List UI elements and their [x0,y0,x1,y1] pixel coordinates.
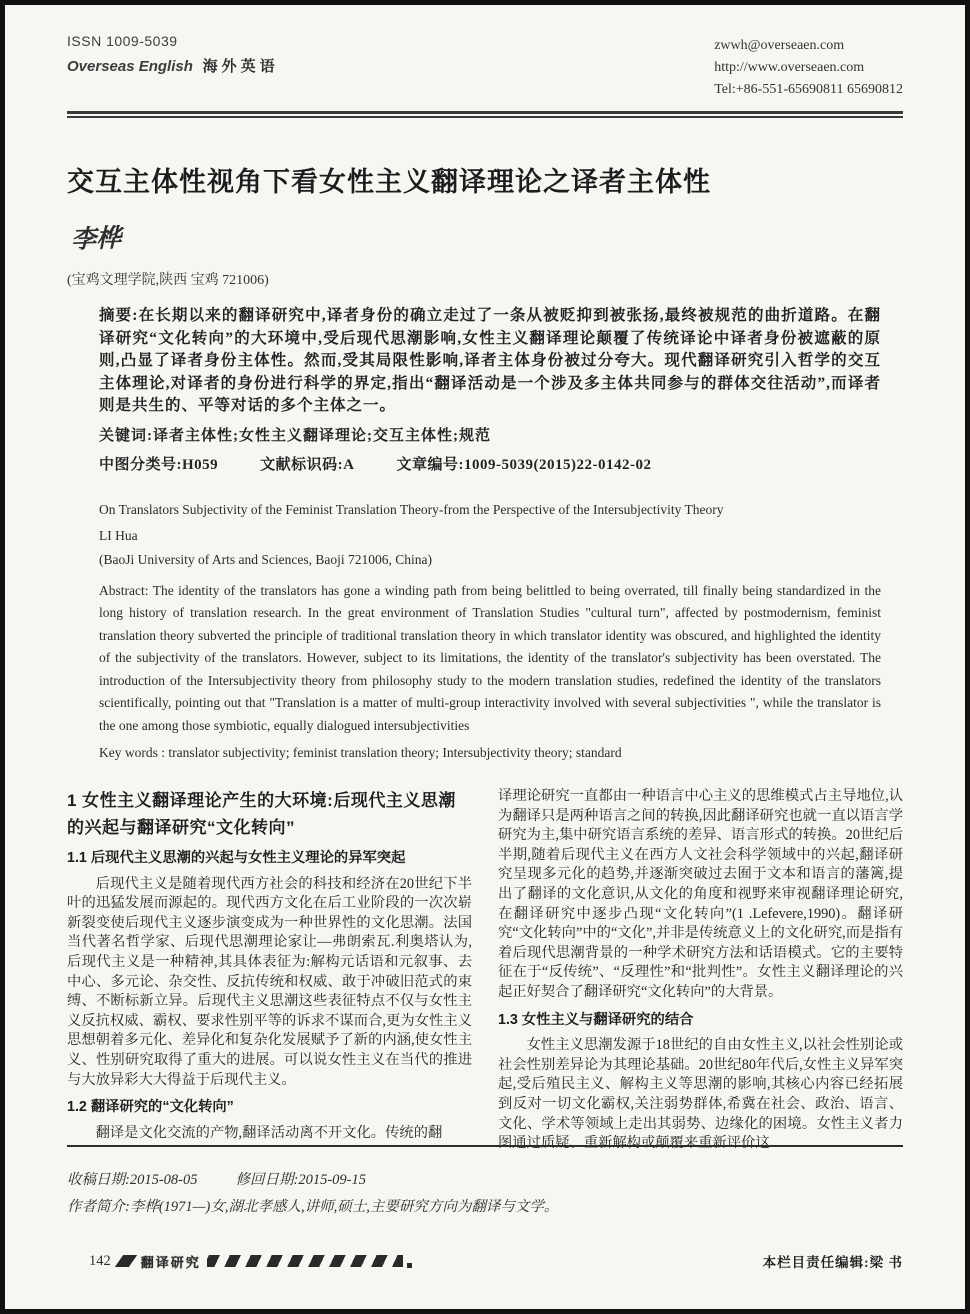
keywords-english: Key words : translator subjectivity; feminist translation theory; Intersubjectivity theory; standard [99,745,622,760]
received-date: 收稿日期:2015-08-05 [67,1172,198,1188]
journal-name-chinese: 海外英语 [202,59,279,75]
affiliation-chinese: (宝鸡文理学院,陕西 宝鸡 721006) [67,273,269,288]
article-title-chinese: 交互主体性视角下看女性主义翻译理论之译者主体性 [67,167,711,197]
document-code: 文献标识码:A [260,456,355,473]
right-column [498,787,903,1154]
column-editor: 本栏目责任编辑:梁 书 [762,1255,903,1270]
affiliation-english: (BaoJi University of Arts and Sciences, Baoji 721006, China) [99,551,432,567]
keywords-chinese: 关键词:译者主体性;女性主义翻译理论;交互主体性;规范 [99,427,491,444]
masthead [67,33,903,101]
bottom-bar [67,1251,903,1271]
footer-divider-rule [67,1145,903,1147]
revised-date: 修回日期:2015-09-15 [235,1172,366,1188]
author-name-english: LI Hua [99,527,138,543]
abstract-english: Abstract: The identity of the translators has gone a winding path from being belittled to being overrated, till finally being standardized in the long history of translation research. In the great environment of Translation Studies "cultural turn", affected by postmodernism, feminist translation theory subverted the principle of traditional translation theory in which translator identity was obscured, and highlighted the identity of the subjectivity of the translators. However, subject to its limitations, the identity of the translator's subjectivity has been overstated. The introduction of the Intersubjectivity theory from philosophy study to the modern translation studies, redefined the identity of the translators scientifically, pointing out that "Translation is a matter of multi-group interactivity involved with several subjectivities ", while the translator is the one among those symbiotic, equally dialogued intersubjectivities [99,582,881,733]
contact-telephone: Tel:+86-551-65690811 65690812 [714,82,903,97]
section-1-3-heading: 1.3 女性主义与翻译研究的结合 [498,1011,694,1028]
dates-line [67,1167,558,1194]
diagonal-stripes-icon [207,1255,403,1267]
author-signature-row [67,199,903,255]
section-1-2-paragraph: 翻译是文化交流的产物,翻译活动离不开文化。传统的翻 [95,1124,443,1141]
article-title-english: On Translators Subjectivity of the Feminist Translation Theory-from the Perspective of the Intersubjectivity Theory [99,501,724,517]
section-1-2-heading: 1.2 翻译研究的“文化转向” [67,1099,234,1116]
contact-website: http://www.overseaen.com [714,60,865,75]
column-banner [119,1254,412,1268]
masthead-divider-rule [67,111,903,118]
issn-number: ISSN 1009-5039 [67,33,178,49]
section-1-1-paragraph: 后现代主义是随着现代西方社会的科技和经济在20世纪下半叶的迅猛发展而源起的。现代西方文化在后工业阶段的一次次崭新裂变使后现代主义逐步演变成为一种世界性的文化思潮。法国当代著名哲学家、后现代思潮理论家让—弗朗索瓦.利奥塔认为,后现代主义是一种精神,其具体表征为:解构元话语和元叙事、去中心、多元论、杂交性、反抗传统和权威、敢于冲破旧范式的束缚、不断标新立异。后现代主义思潮这些表征特点不仅与女性主义反抗权威、霸权、要求性别平等的诉求不谋而合,更为女性主义思想朝着多元化、差异化和复杂化发展赋予了新的内涵,使女性主义、性别研究取得了重大的进展。可以说女性主义在当代的推进与大放异彩大大得益于后现代主义。 [67,875,472,1088]
author-name-chinese: 李桦 [70,225,122,254]
journal-name [67,55,279,76]
page-content [5,5,965,1154]
section-1-2-paragraph-continued: 译理论研究一直都由一种语言中心主义的思维模式占主导地位,认为翻译只是两种语言之间的转换,因此翻译研究也就一直以语言学研究为主,集中研究语言系统的差异、语言形式的转换。20世纪后半期,随着后现代主义在西方人文社会科学领域中的兴起,翻译研究呈现多元化的趋势,并逐渐突破过去囿于文本和语言的藩篱,提出了翻译的文化意识,从文化的角度和视野来审视翻译理论研究,在翻译研究中逐步凸现“文化转向”(1 .Lefevere,1990)。翻译研究“文化转向”中的“文化”,并非是传统意义上的文化研究,而是指有着后现代思潮背景的一种学术研究方法和话语模式。它的主要特征在于“反传统”、“反理性”和“批判性”。女性主义翻译理论的兴起正好契合了翻译研究“文化转向”的大背景。 [498,788,903,1000]
stripe-icon [115,1255,137,1267]
left-column [67,787,472,1154]
footer-notes [67,1167,558,1221]
column-title: 翻译研究 [140,1254,201,1270]
author-bio: 作者简介:李桦(1971—)女,湖北孝感人,讲师,硕士,主要研究方向为翻译与文学。 [67,1199,559,1215]
journal-contact [714,33,903,101]
contact-email: zwwh@overseaen.com [714,38,845,53]
section-1-heading: 1 女性主义翻译理论产生的大环境:后现代主义思潮的兴起与翻译研究“文化转向” [67,791,456,837]
abstract-chinese: 摘要:在长期以来的翻译研究中,译者身份的确立走过了一条从被贬抑到被张扬,最终被规范的曲折道路。在翻译研究“文化转向”的大环境中,受后现代思潮影响,女性主义翻译理论颠覆了传统译论中译者身份被遮蔽的原则,凸显了译者身份主体性。然而,受其局限性影响,译者主体身份被过分夸大。现代翻译研究引入哲学的交互主体理论,对译者的身份进行科学的界定,指出“翻译活动是一个涉及多主体共同参与的群体交往活动”,而译者则是共生的、平等对话的多个主体之一。 [99,307,881,414]
classification-line [99,453,881,474]
stripe-dot-icon [407,1263,412,1268]
article-id: 文章编号:1009-5039(2015)22-0142-02 [396,456,652,473]
section-1-3-paragraph: 女性主义思潮发源于18世纪的自由女性主义,以社会性别论或社会性别差异论为其理论基础。20世纪80年代后,女性主义异军突起,受后殖民主义、解构主义等思潮的影响,其核心内容已经拓展到反对一切文化霸权,关注弱势群体,希冀在社会、政治、语言、文化、学术等领域上走出其弱势、边缘化的困境。女性主义者力图通过质疑、重新解构或颠覆来重新评价这 [498,1037,903,1152]
section-1-1-heading: 1.1 后现代主义思潮的兴起与女性主义理论的异军突起 [67,850,406,866]
page-number: 142 [89,1252,111,1269]
body-columns [67,787,903,1154]
journal-name-english: Overseas English [67,58,193,75]
journal-identity [67,33,279,76]
clc-number: 中图分类号:H059 [99,456,219,473]
front-matter-block [67,305,903,761]
english-front-matter [99,500,881,762]
